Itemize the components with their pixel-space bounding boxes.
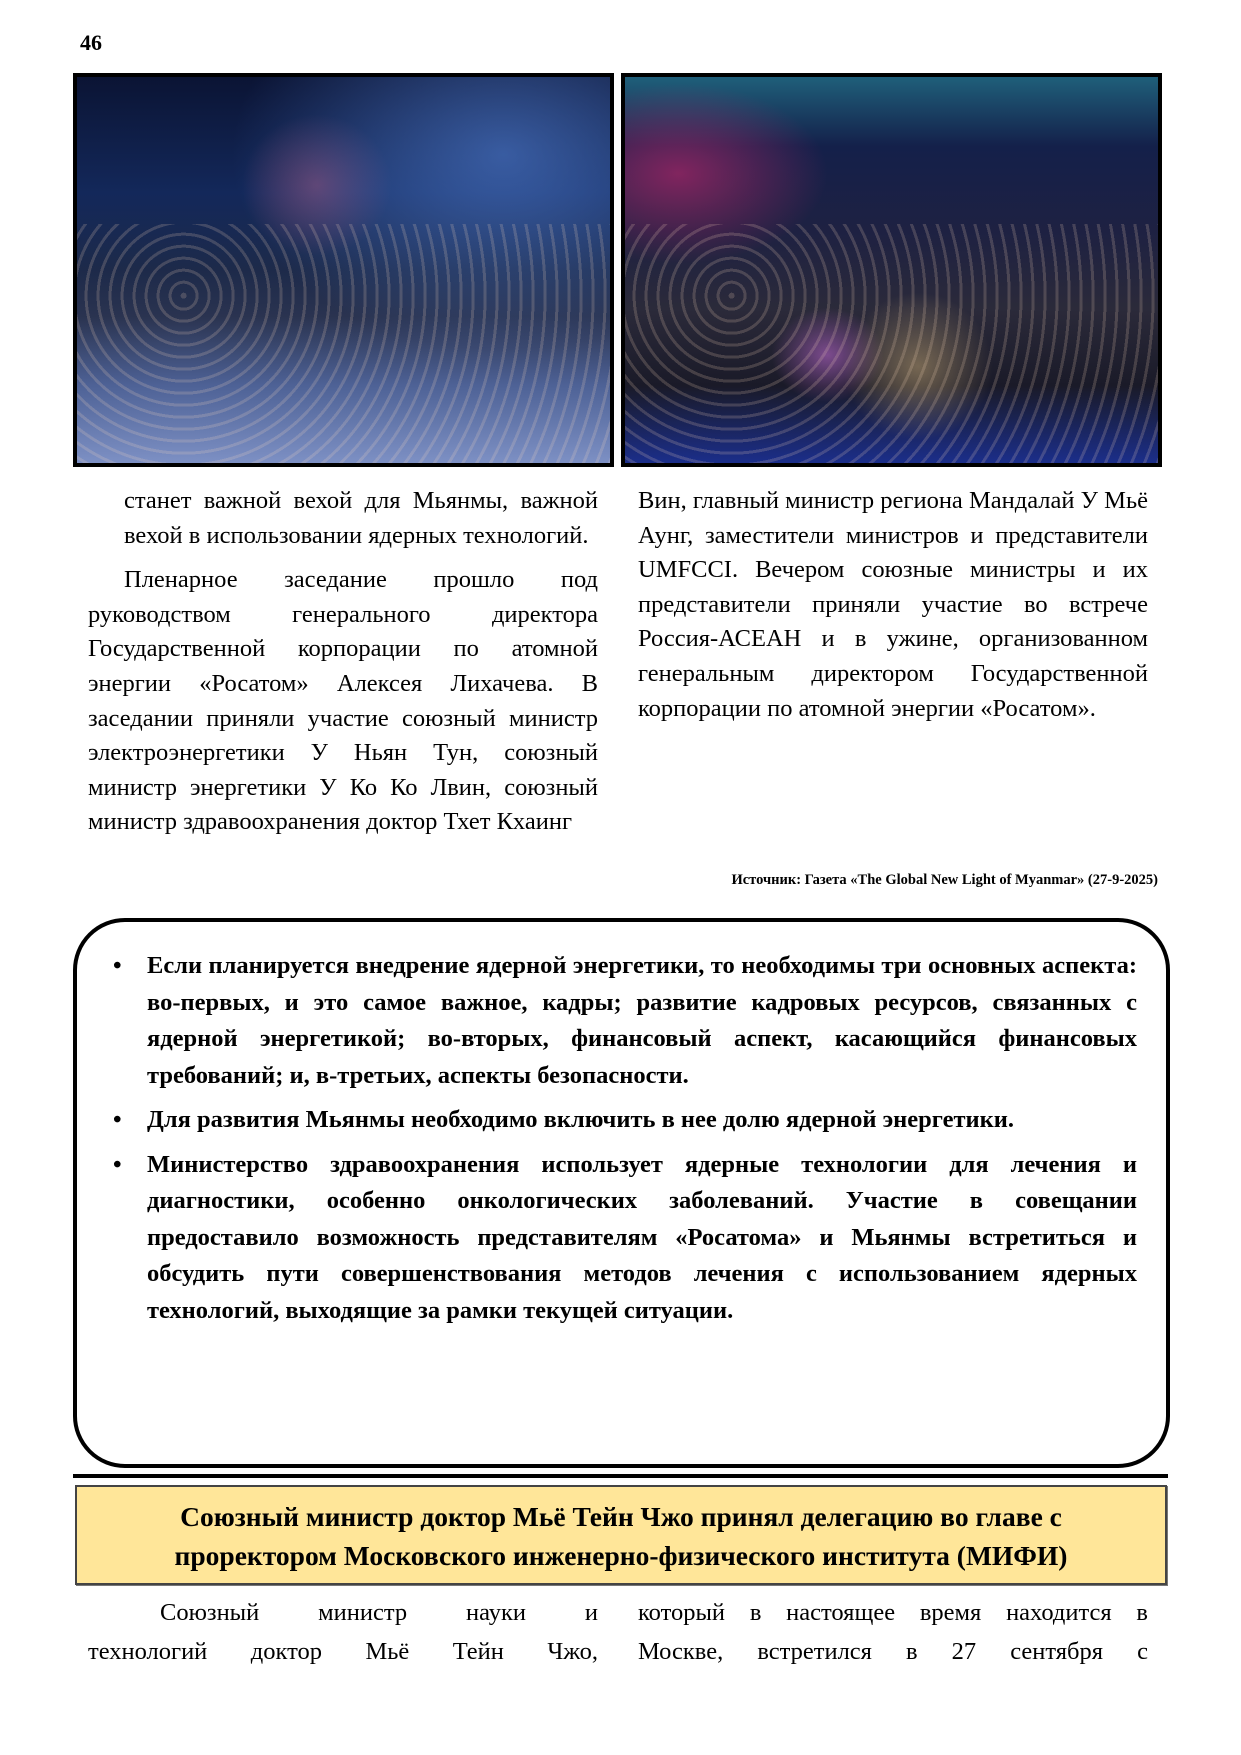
paragraph: Вин, главный министр региона Мандалай У Мьё Аунг, заместители министров и представители UMFCCI. Вечером союзные министры и их представители приняли участие во встрече Россия-АСЕАН и в ужине, организованном генеральным директором Государственной корпорации по атомной энергии «Росатом». [638, 487, 1148, 722]
source-citation: Источник: Газета «The Global New Light of Myanmar» (27-9-2025) [731, 872, 1158, 888]
headline-line: Союзный министр доктор Мьё Тейн Чжо принял делегацию во главе с [180, 1501, 1062, 1532]
text-line-content: Союзный министр науки и [160, 1599, 598, 1626]
key-point-text: Для развития Мьянмы необходимо включить в нее долю ядерной энергетики. [147, 1106, 1014, 1133]
key-point [107, 1147, 1137, 1330]
headline-line: проректором Московского инженерно-физического института (МИФИ) [174, 1540, 1068, 1571]
text-line: который в настоящее время находится в [638, 1599, 1148, 1626]
audience-area [77, 224, 610, 463]
bullet-icon: • [113, 952, 122, 979]
paragraph: Пленарное заседание прошло под руководством генерального директора Государственной корпорации по атомной энергии «Росатом» Алексея Лихачева. В заседании приняли участие союзный министр электроэнергетики У Ньян Тун, союзный министр энергетики У Ко Ко Лвин, союзный министр здравоохранения доктор Тхет Кхаинг [88, 566, 598, 836]
key-point-text: Министерство здравоохранения использует ядерные технологии для лечения и диагностики, особенно онкологических заболеваний. Участие в совещании предоставило возможность представителям «Росатома» и Мьянмы встретиться и обсудить пути совершенствования методов лечения с использованием ядерных технологий, выходящие за рамки текущей ситуации. [147, 1150, 1137, 1324]
conference-hall-photo [73, 73, 614, 467]
bullet-icon: • [113, 1106, 122, 1133]
article-left-column [88, 484, 598, 840]
key-point [107, 948, 1137, 1094]
bullet-icon: • [113, 1150, 122, 1178]
text-line: Москве, встретился в 27 сентября с [638, 1638, 1148, 1665]
section-divider [73, 1474, 1168, 1478]
article-right-column [638, 484, 1148, 726]
key-point-text: Если планируется внедрение ядерной энергетики, то необходимы три основных аспекта: во-первых, и это самое важное, кадры; развитие кадровых ресурсов, связанных с ядерной энергетикой; во-вторых, финансовый аспект, касающийся финансовых требований; и, в-третьих, аспекты безопасности. [147, 952, 1137, 1089]
next-article-right-column [638, 1593, 1148, 1671]
paragraph: станет важной вехой для Мьянмы, важной вехой в использовании ядерных технологий. [124, 487, 598, 549]
key-points-box [73, 918, 1170, 1468]
page-number: 46 [80, 30, 102, 55]
key-point [107, 1102, 1137, 1139]
text-line: технологий доктор Мьё Тейн Чжо, [88, 1638, 598, 1665]
next-article-left-column [88, 1593, 598, 1671]
article-headline [75, 1485, 1167, 1585]
audience-area [625, 224, 1158, 463]
text-line [88, 1593, 598, 1632]
audience-photo [621, 73, 1162, 467]
key-points-list [107, 948, 1137, 1337]
